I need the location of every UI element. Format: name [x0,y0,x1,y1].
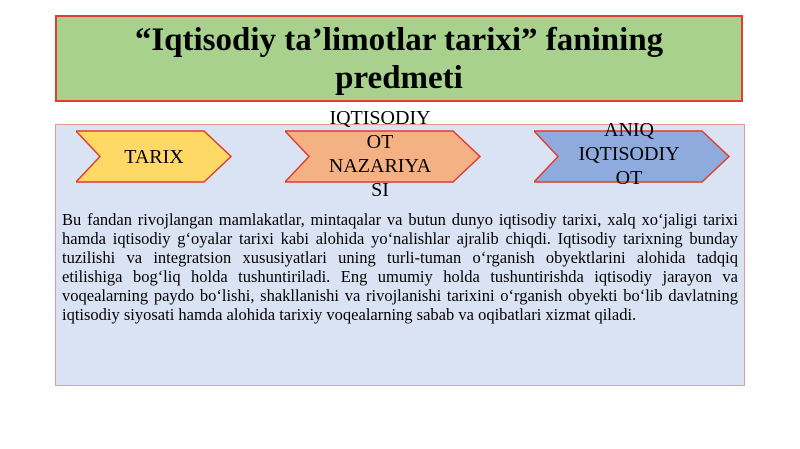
arrow-aniq-iqtisodiyot [534,119,730,189]
arrow-label: TARIX [124,145,184,168]
arrow-label: IQTISODIY OT NAZARIYA SI [328,107,432,201]
title-box [55,15,743,102]
arrow-label: ANIQ IQTISODIY OT [578,119,680,189]
arrow-iqtisodiyot-nazariyasi [285,107,481,201]
slide-title: “Iqtisodiy ta’limotlar tarixi” fanining predmeti [134,21,664,96]
body-paragraph: Bu fandan rivojlangan mamlakatlar, mintaqalar va butun dunyo iqtisodiy tarixi, xalq xo‘jaligi tarixi hamda iqtisodiy g‘oyalar tarixi kabi alohida yo‘nalishlar ajralib chiqdi. Iqtisodiy tarixning bunday tuzilishi va integratsion xususiyatlari uning turli-tuman o‘rganish obyektlarini alohida tadqiq etilishiga bog‘liq holda tushuntiriladi. Eng umumiy holda tushuntirishda iqtisodiy jarayon va voqealarning paydo bo‘lishi, shakllanishi va rivojlanishi tarixini o‘rganish obyekti bo‘lib davlatning iqtisodiy siyosati hamda alohida tarixiy voqealarning sabab va oqibatlari xizmat qiladi. [62,210,738,324]
arrow-tarix [76,130,232,183]
